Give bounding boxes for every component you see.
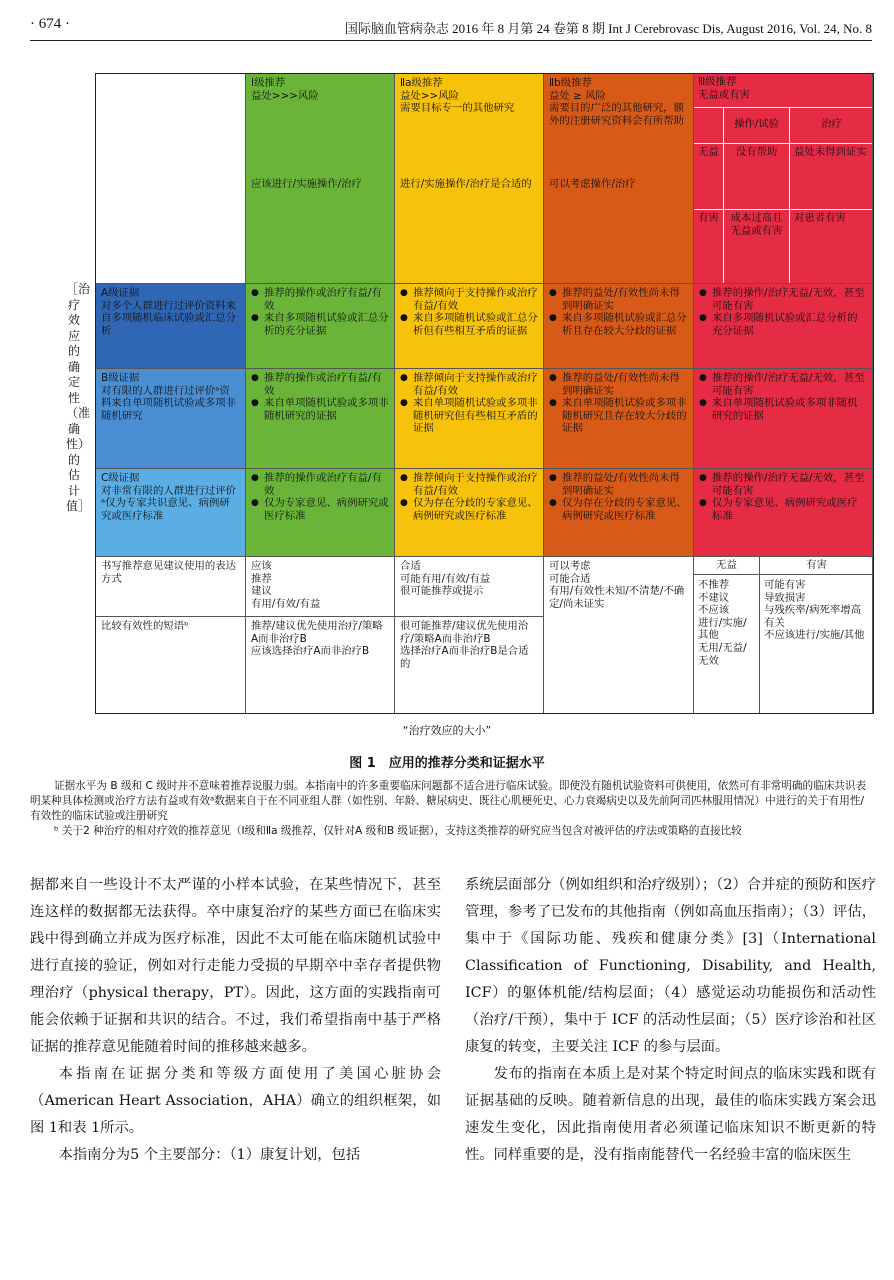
bullet: ● 推荐的益处/有效性尚未得到明确证实 [549, 287, 688, 312]
phrases-no-benefit-list: 不推荐 不建议 不应该 进行/实施/其他 无用/无益/无效 [694, 575, 760, 713]
figure-note: 证据水平为 B 级和 C 级时并不意味着推荐说服力弱。本指南中的许多重要临床问题都不适合进行临床试验。即使没有随机试验资料可供使用，依然可有非常明确的临床共识表明某种具体检测或治疗方法有益或有效ᵃ数据来自于在不同亚组人群（如性别、年龄、糖尿病史、既往心肌梗死史、心力衰竭病史以及先前阿司匹林服用情况）中进行的关于有用性/有效性的临床试验或注册研究 [30, 780, 867, 822]
bullet: ● 来自单项随机试验或多项非随机研究的证据 [251, 397, 389, 422]
class-2a-title: Ⅱa级推荐 [400, 77, 443, 89]
bullet: ● 仅为存在分歧的专家意见、病例研究或医疗标准 [400, 497, 538, 522]
phrases-harm-list: 可能有害 导致损害 与残疾率/病死率增高有关 不应该进行/实施/其他 [764, 579, 865, 642]
journal-citation: 国际脑血管病杂志 2016 年 8 月第 24 卷第 8 期 Int J Cerebrovasc Dis, August 2016, Vol. 24, No. 8 [344, 21, 872, 36]
class-2b-title: Ⅱb级推荐 [549, 77, 592, 89]
cell-c-2b [544, 469, 694, 557]
figure-notes [30, 779, 872, 839]
compare-class-2a: 很可能推荐/建议优先使用治疗/策略A而非治疗B 选择治疗A而非治疗B是合适的 [395, 617, 544, 713]
level-b-title: B级证据 [101, 372, 140, 384]
class-3-costly-harm: 成本过高且无益或有害 [724, 210, 790, 284]
x-axis-label: “治疗效应的大小” [402, 724, 492, 737]
bullet: ● 来自单项随机试验或多项非随机研究且存在较大分歧的证据 [549, 397, 688, 435]
y-axis-label: ［治疗效应的确定性（准确性）的估计值］ [66, 282, 91, 513]
bullet: ● 来自多项随机试验或汇总分析的充分证据 [251, 312, 389, 337]
paragraph: 本指南分为5 个主要部分：（1）康复计划，包括 [58, 1147, 361, 1163]
cell-c-2a [395, 469, 544, 557]
class-2a-action: 进行/实施操作/治疗是合适的 [400, 178, 532, 190]
class-2b-ratio: 益处 ≥ 风险 [549, 89, 606, 102]
level-b-desc: 对有限的人群进行过评价ᵃ资料来自单项随机试验或多项非随机研究 [101, 384, 237, 422]
recommendation-figure [95, 73, 874, 714]
figure-footnote-b: ᵇ 关于2 种治疗的相对疗效的推荐意见（Ⅰ级和Ⅱa 级推荐，仅针对A 级和B 级证据），支持这类推荐的研究应当包含对被评估的疗法或策略的直接比较 [54, 825, 742, 837]
compare-class-1: 推荐/建议优先使用治疗/策略A而非治疗B 应该选择治疗A而非治疗B [246, 617, 395, 713]
phrases-label: 书写推荐意见建议使用的表达方式 [96, 557, 246, 617]
phrases-harm-heading: 有害 [760, 557, 873, 575]
class-3-subtitle: 无益或有害 [698, 88, 750, 101]
class-2b-research: 需要目的广泛的其他研究，额外的注册研究资料会有所帮助 [549, 102, 685, 127]
compare-label: 比较有效性的短语ᵇ [96, 617, 246, 713]
corner-cell [96, 74, 246, 284]
cell-a-3 [694, 284, 873, 369]
bullet: ● 推荐倾向于支持操作或治疗有益/有效 [400, 287, 538, 312]
bullet: ● 推荐倾向于支持操作或治疗有益/有效 [400, 472, 538, 497]
bullet: ● 仅为专家意见、病例研究或医疗标准 [699, 497, 867, 522]
running-header [30, 14, 872, 41]
cell-a-2b [544, 284, 694, 369]
cell-b-1 [246, 369, 395, 469]
class-2b-header [544, 74, 694, 284]
class-1-ratio: 益处>>>风险 [251, 89, 319, 102]
bullet: ● 仅为存在分歧的专家意见、病例研究或医疗标准 [549, 497, 688, 522]
class-3-no-benefit-label: 无益 [694, 144, 724, 210]
phrases-no-benefit-heading: 无益 [694, 557, 760, 575]
paragraph: 据都来自一些设计不太严谨的小样本试验，在某些情况下，甚至连这样的数据都无法获得。卒中康复治疗的某些方面已在临床实践中得到确立并成为医疗标准，因此不太可能在临床随机试验中进行直接的验证，例如对行走能力受损的早期卒中幸存者提供物理治疗（physical therapy，PT）。因此，这方面的实践指南可能会依赖于证据和共识的结合。不过，我们希望指南中基于严格证据的推荐意见能随着时间的推移越来越多。 [30, 877, 441, 1055]
class-1-header [246, 74, 395, 284]
class-3-no-proven-benefit: 益处未得到证实 [790, 144, 873, 210]
bullet: ● 推荐的操作或治疗有益/有效 [251, 287, 389, 312]
figure-caption: 图 1 应用的推荐分类和证据水平 [349, 756, 545, 771]
phrases-class-2a: 合适 可能有用/有效/有益 很可能推荐或提示 [395, 557, 544, 617]
phrases-class-1: 应该 推荐 建议 有用/有效/有益 [246, 557, 395, 617]
level-c-label [96, 469, 246, 557]
body-column-left [30, 872, 441, 1169]
bullet: ● 推荐的操作/治疗无益/无效，甚至可能有害 [699, 287, 867, 312]
bullet: ● 推荐的操作或治疗有益/有效 [251, 472, 389, 497]
cell-b-2b [544, 369, 694, 469]
cell-c-3 [694, 469, 873, 557]
bullet: ● 推荐的操作/治疗无益/无效，甚至可能有害 [699, 372, 867, 397]
class-3-harmful-to-patient: 对患者有害 [794, 212, 846, 224]
class-3-title: Ⅲ级推荐 [698, 76, 737, 88]
phrases-class-2b: 可以考虑 可能合适 有用/有效性未知/不清楚/不确定/尚未证实 [544, 557, 694, 713]
bullet: ● 来自单项随机试验或多项非随机研究但有些相互矛盾的证据 [400, 397, 538, 435]
class-1-action: 应该进行/实施操作/治疗 [251, 178, 362, 190]
class-3-procedure-heading: 操作/试验 [724, 108, 790, 144]
class-1-title: Ⅰ级推荐 [251, 77, 286, 89]
cell-b-3 [694, 369, 873, 469]
cell-c-1 [246, 469, 395, 557]
phrases-class-3 [694, 557, 873, 713]
class-2a-header [395, 74, 544, 284]
cell-a-2a [395, 284, 544, 369]
cell-b-2a [395, 369, 544, 469]
class-2a-ratio: 益处>>风险 [400, 89, 459, 102]
paragraph: 本指南在证据分类和等级方面使用了美国心脏协会（American Heart Association，AHA）确立的组织框架，如图 1和表 1所示。 [30, 1066, 441, 1136]
bullet: ● 来自多项随机试验或汇总分析的充分证据 [699, 312, 867, 337]
bullet: ● 推荐的益处/有效性尚未得到明确证实 [549, 372, 688, 397]
bullet: ● 来自多项随机试验或汇总分析且存在较大分歧的证据 [549, 312, 688, 337]
body-column-right [465, 872, 876, 1169]
class-3-no-help: 没有帮助 [724, 144, 790, 210]
paragraph: 系统层面部分（例如组织和治疗级别）；（2）合并症的预防和医疗管理，参考了已发布的其他指南（例如高血压指南）；（3）评估，集中于《国际功能、残疾和健康分类》[3]（International Classification of Functioning, Disability, and Health, ICF）的躯体机能/结构层面；（4）感觉运动功能损伤和活动性（治疗/干预），集中于 ICF 的活动性层面；（5）医疗诊治和社区康复的转变，主要关注 ICF 的参与层面。 [465, 877, 876, 1055]
bullet: ● 推荐的操作或治疗有益/有效 [251, 372, 389, 397]
bullet: ● 推荐的操作/治疗无益/无效，甚至可能有害 [699, 472, 867, 497]
cell-a-1 [246, 284, 395, 369]
page-number: · 674 · [30, 16, 70, 32]
bullet: ● 来自单项随机试验或多项非随机研究的证据 [699, 397, 867, 422]
level-c-desc: 对非常有限的人群进行过评价ᵃ仅为专家共识意见、病例研究或医疗标准 [101, 484, 237, 522]
level-c-title: C级证据 [101, 472, 140, 484]
bullet: ● 仅为专家意见、病例研究或医疗标准 [251, 497, 389, 522]
bullet: ● 来自多项随机试验或汇总分析但有些相互矛盾的证据 [400, 312, 538, 337]
level-a-desc: 对多个人群进行过评价资料来自多项随机临床试验或汇总分析 [101, 299, 237, 337]
class-2a-research: 需要目标专一的其他研究 [400, 102, 515, 115]
class-2b-action: 可以考虑操作/治疗 [549, 178, 636, 190]
paragraph: 发布的指南在本质上是对某个特定时间点的临床实践和既有证据基础的反映。随着新信息的出现，最佳的临床实践方案会迅速发生变化，因此指南使用者必须谨记临床知识不断更新的特性。同样重要的是，没有指南能替代一名经验丰富的临床医生 [465, 1066, 876, 1163]
class-3-treatment-heading: 治疗 [790, 108, 873, 144]
level-b-label [96, 369, 246, 469]
level-a-title: A级证据 [101, 287, 140, 299]
class-3-harm-label: 有害 [694, 210, 724, 284]
class-3-header [694, 74, 873, 284]
level-a-label [96, 284, 246, 369]
bullet: ● 推荐倾向于支持操作或治疗有益/有效 [400, 372, 538, 397]
bullet: ● 推荐的益处/有效性尚未得到明确证实 [549, 472, 688, 497]
